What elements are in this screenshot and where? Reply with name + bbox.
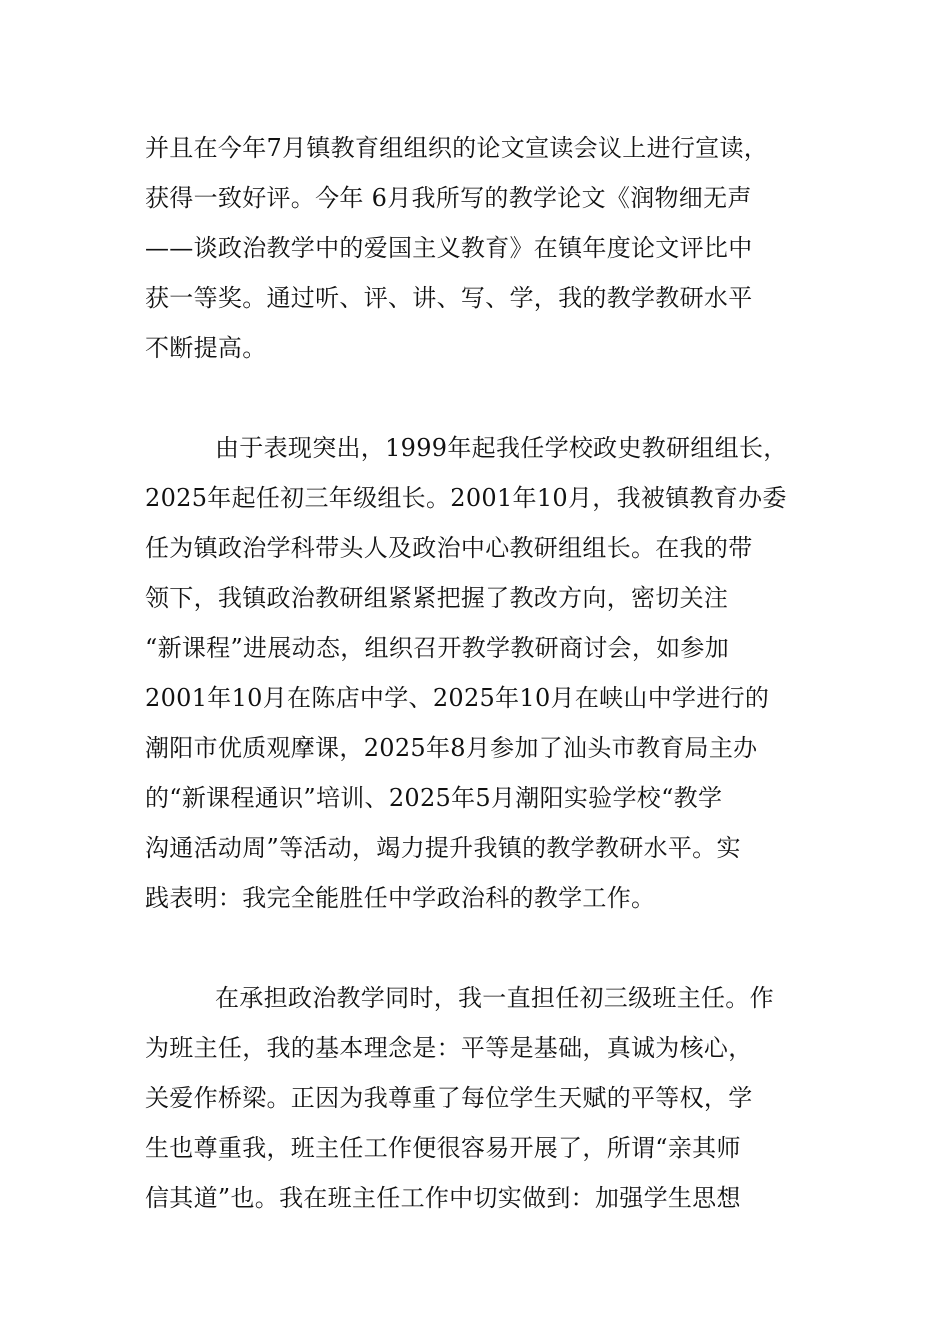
text-line: 并且在今年7月镇教育组组织的论文宣读会议上进行宣读， <box>145 134 769 162</box>
text-line: 践表明：我完全能胜任中学政治科的教学工作。 <box>145 884 656 912</box>
text-line: “新课程”进展动态，组织召开教学教研商讨会，如参加 <box>145 634 730 662</box>
text-line: 生也尊重我，班主任工作便很容易开展了，所谓“亲其师 <box>145 1134 741 1162</box>
text-line: 为班主任，我的基本理念是：平等是基础，真诚为核心， <box>145 1034 753 1062</box>
text-line: 信其道”也。我在班主任工作中切实做到：加强学生思想 <box>145 1184 741 1212</box>
text-line: 关爱作桥梁。正因为我尊重了每位学生天赋的平等权，学 <box>145 1084 753 1112</box>
text-line: 潮阳市优质观摩课，2025年8月参加了汕头市教育局主办 <box>145 734 758 762</box>
text-line: 不断提高。 <box>145 334 267 362</box>
text-line: 获得一致好评。今年 6月我所写的教学论文《润物细无声 <box>145 184 752 212</box>
text-line: ——谈政治教学中的爱国主义教育》在镇年度论文评比中 <box>145 234 753 262</box>
text-line: 领下，我镇政治教研组紧紧把握了教改方向，密切关注 <box>145 584 729 612</box>
text-line: 沟通活动周”等活动，竭力提升我镇的教学教研水平。实 <box>145 834 741 862</box>
paragraph-thesis-award <box>145 123 815 373</box>
text-line: 获一等奖。通过听、评、讲、写、学，我的教学教研水平 <box>145 284 753 312</box>
text-line: 2001年10月在陈店中学、2025年10月在峡山中学进行的 <box>145 684 770 712</box>
text-line: 在承担政治教学同时，我一直担任初三级班主任。作 <box>215 984 774 1012</box>
text-line: 2025年起任初三年级组长。2001年10月，我被镇教育办委 <box>145 484 787 512</box>
paragraph-research-group <box>145 423 815 923</box>
text-line: 由于表现突出，1999年起我任学校政史教研组组长， <box>215 434 788 462</box>
text-line: 的“新课程通识”培训、2025年5月潮阳实验学校“教学 <box>145 784 723 812</box>
paragraph-class-teacher <box>145 973 815 1223</box>
text-line: 任为镇政治学科带头人及政治中心教研组组长。在我的带 <box>145 534 753 562</box>
